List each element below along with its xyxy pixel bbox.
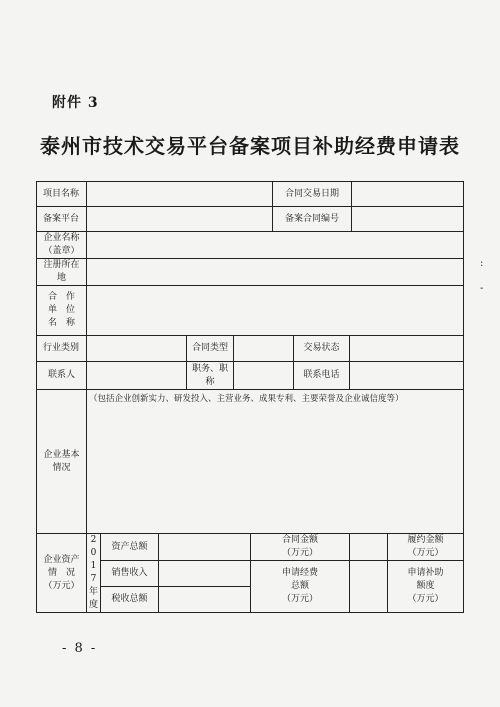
trade-status-field[interactable]: [350, 336, 464, 362]
year-label: 2 0 1 7 年 度: [87, 534, 101, 613]
project-name-label: 项目名称: [37, 182, 87, 207]
company-name-field[interactable]: [87, 232, 464, 259]
project-name-field[interactable]: [87, 182, 273, 207]
attachment-label: 附件 3: [52, 95, 99, 111]
platform-field[interactable]: [87, 207, 273, 232]
phone-label: 联系电话: [294, 362, 350, 390]
apply-funds-label: 申请经费 总额 （万元）: [251, 561, 350, 613]
phone-field[interactable]: [350, 362, 464, 390]
contract-type-label: 合同类型: [187, 336, 234, 362]
industry-field[interactable]: [87, 336, 187, 362]
position-label: 职务、职称: [187, 362, 234, 390]
partner-label: 合 作 单 位 名 称: [37, 286, 87, 336]
sales-income-label: 销售收入: [101, 561, 159, 587]
tax-total-field[interactable]: [159, 587, 251, 613]
contract-type-field[interactable]: [234, 336, 294, 362]
apply-funds-field[interactable]: [350, 561, 388, 613]
apply-subsidy-label: 申请补助 额度 （万元）: [388, 561, 464, 613]
basic-info-note: （包括企业创新实力、研发投入、主营业务、成果专利、主要荣誉及企业诚信度等）: [89, 394, 404, 404]
form-title: 泰州市技术交易平台备案项目补助经费申请表: [40, 134, 460, 158]
company-name-label: 企业名称 （盖章）: [37, 232, 87, 259]
contract-amount-field[interactable]: [350, 534, 388, 561]
contact-label: 联系人: [37, 362, 87, 390]
contract-date-field[interactable]: [352, 182, 464, 207]
platform-label: 备案平台: [37, 207, 87, 232]
basic-info-field[interactable]: [87, 390, 464, 534]
partner-field[interactable]: [87, 286, 464, 336]
basic-info-label: 企业基本 情况: [37, 390, 87, 534]
trade-status-label: 交易状态: [294, 336, 350, 362]
performed-amount-label: 履约金额 （万元）: [388, 534, 464, 561]
contract-amount-label: 合同金额 （万元）: [251, 534, 350, 561]
position-field[interactable]: [234, 362, 294, 390]
contract-no-label: 备案合同编号: [273, 207, 352, 232]
contact-field[interactable]: [87, 362, 187, 390]
industry-label: 行业类别: [37, 336, 87, 362]
tax-total-label: 税收总额: [101, 587, 159, 613]
reg-address-label: 注册所在 地: [37, 259, 87, 286]
application-form-table: [36, 181, 464, 613]
margin-mark: :: [480, 258, 484, 269]
sales-income-field[interactable]: [159, 561, 251, 587]
total-assets-field[interactable]: [159, 534, 251, 561]
contract-no-field[interactable]: [352, 207, 464, 232]
total-assets-label: 资产总额: [101, 534, 159, 561]
page-number: - 8 -: [62, 641, 98, 656]
assets-situation-label: 企业资产 情 况 （万元）: [37, 534, 87, 613]
contract-date-label: 合同交易日期: [273, 182, 352, 207]
reg-address-field[interactable]: [87, 259, 464, 286]
margin-mark: -: [480, 283, 484, 294]
